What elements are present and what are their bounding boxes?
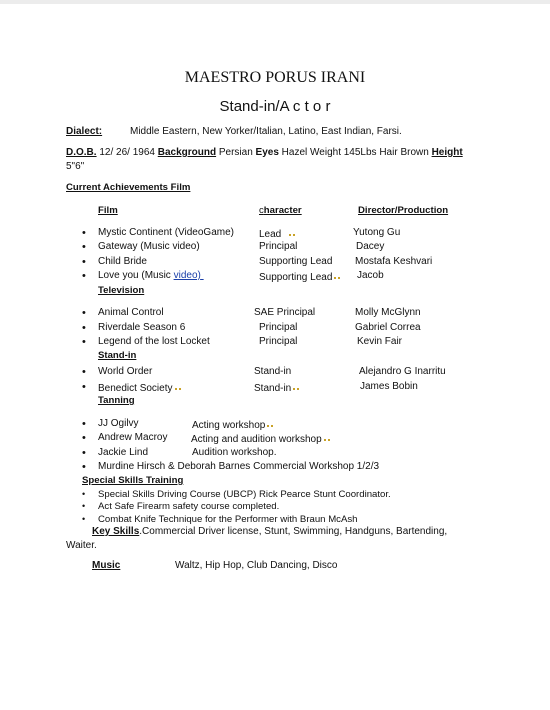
film-role-text: Lead	[259, 229, 282, 240]
training-heading: Tanning	[98, 395, 135, 406]
film-director: Yutong Gu	[353, 227, 401, 238]
dialect-value: Middle Eastern, New Yorker/Italian, Latino, East Indian, Farsi.	[130, 126, 402, 137]
trainer-detail	[192, 418, 275, 431]
eyes-label: Eyes	[255, 147, 279, 158]
trainer-detail-text: Acting and audition workshop	[191, 434, 322, 445]
background-value: Persian	[216, 147, 256, 158]
key-skills-value: .Commercial Driver license, Stunt, Swimming, Handguns, Bartending,	[139, 526, 448, 537]
actor-subtitle: Stand-in/A c t o r	[219, 98, 331, 115]
special-skill-item: • Combat Knife Technique for the Performer with Braun McAsh	[98, 514, 358, 525]
standin-role-text: Stand-in	[254, 383, 292, 394]
spellcheck-mark	[265, 418, 275, 428]
film-director: Mostafa Keshvari	[355, 256, 433, 267]
spellcheck-mark	[332, 270, 342, 280]
dob-value: 12/ 26/ 1964	[96, 147, 158, 158]
height-value: 5"6"	[66, 161, 85, 172]
key-skills-line	[92, 526, 447, 537]
film-title-part: Love you (Music	[98, 270, 174, 281]
film-director: Jacob	[357, 270, 384, 281]
film-role	[259, 270, 342, 283]
dialect-label: Dialect:	[66, 126, 103, 137]
film-title: • Gateway (Music video)	[98, 241, 200, 252]
television-heading	[98, 285, 172, 296]
underline-trail	[201, 270, 211, 281]
trainer-detail	[191, 432, 332, 445]
spellcheck-mark	[287, 227, 297, 237]
music-value: Waltz, Hip Hop, Club Dancing, Disco	[175, 560, 338, 571]
film-director: Dacey	[356, 241, 385, 252]
trainer-name: • JJ Ogilvy	[98, 418, 139, 429]
dob-label: D.O.B.	[66, 147, 97, 158]
standin-director: James Bobin	[360, 381, 418, 392]
trainer-name: • Jackie Lind	[98, 447, 148, 458]
television-heading-text: Television	[98, 285, 145, 296]
workshop-line: • Murdine Hirsch & Deborah Barnes Commercial Workshop 1/2/3	[98, 461, 379, 472]
standin-title	[98, 381, 183, 394]
trainer-detail-text: Acting workshop	[192, 420, 266, 431]
film-role-text: Supporting Lead	[259, 272, 333, 283]
column-director: Director/Production	[358, 205, 449, 216]
column-character-rest: haracter	[263, 205, 302, 216]
film-title	[98, 270, 211, 281]
tv-role: Principal	[259, 322, 298, 333]
personal-details	[66, 147, 463, 158]
film-role: Supporting Lead	[259, 256, 333, 267]
standin-title-text: Benedict Society	[98, 383, 173, 394]
standin-title: • World Order	[98, 366, 152, 377]
tv-role: SAE Principal	[254, 307, 316, 318]
standin-role: Stand-in	[254, 366, 292, 377]
film-title: • Mystic Continent (VideoGame)	[98, 227, 234, 238]
trainer-detail: Audition workshop.	[192, 447, 277, 458]
special-skill-item: • Special Skills Driving Course (UBCP) Rick Pearce Stunt Coordinator.	[98, 489, 391, 500]
trainer-name: • Andrew Macroy	[98, 432, 167, 443]
film-title-underlined: video)	[173, 270, 201, 281]
tv-director: Gabriel Correa	[355, 322, 421, 333]
key-skills-label: Key Skills	[92, 526, 140, 537]
spellcheck-mark	[322, 432, 332, 442]
achievements-heading: Current Achievements Film	[66, 182, 191, 193]
column-character-c: c	[259, 205, 264, 216]
column-film: Film	[98, 205, 118, 216]
film-role	[259, 227, 297, 240]
page-top-edge	[0, 0, 550, 4]
height-label: Height	[431, 147, 463, 158]
tv-title: • Riverdale Season 6	[98, 322, 185, 333]
film-title: • Child Bride	[98, 256, 147, 267]
spellcheck-mark	[291, 381, 301, 391]
background-label: Background	[157, 147, 217, 158]
tv-director: Kevin Fair	[357, 336, 403, 347]
column-character	[259, 205, 302, 216]
standin-director: Alejandro G Inarritu	[359, 366, 446, 377]
standin-heading: Stand-in	[98, 350, 137, 361]
special-skills-heading: Special Skills Training	[82, 475, 184, 486]
actor-name: MAESTRO PORUS IRANI	[184, 69, 366, 86]
spellcheck-mark	[173, 381, 183, 391]
special-skill-item: • Act Safe Firearm safety course completed.	[98, 501, 279, 512]
standin-role	[254, 381, 301, 394]
music-label	[92, 560, 128, 571]
tv-title: • Legend of the lost Locket	[98, 336, 210, 347]
eyes-value: Hazel Weight 145Lbs Hair Brown	[278, 147, 432, 158]
music-label-text: Music	[92, 560, 121, 571]
tv-director: Molly McGlynn	[355, 307, 421, 318]
tv-title: • Animal Control	[98, 307, 164, 318]
key-skills-continuation: Waiter.	[66, 540, 97, 551]
film-role: Principal	[259, 241, 298, 252]
tv-role: Principal	[259, 336, 298, 347]
